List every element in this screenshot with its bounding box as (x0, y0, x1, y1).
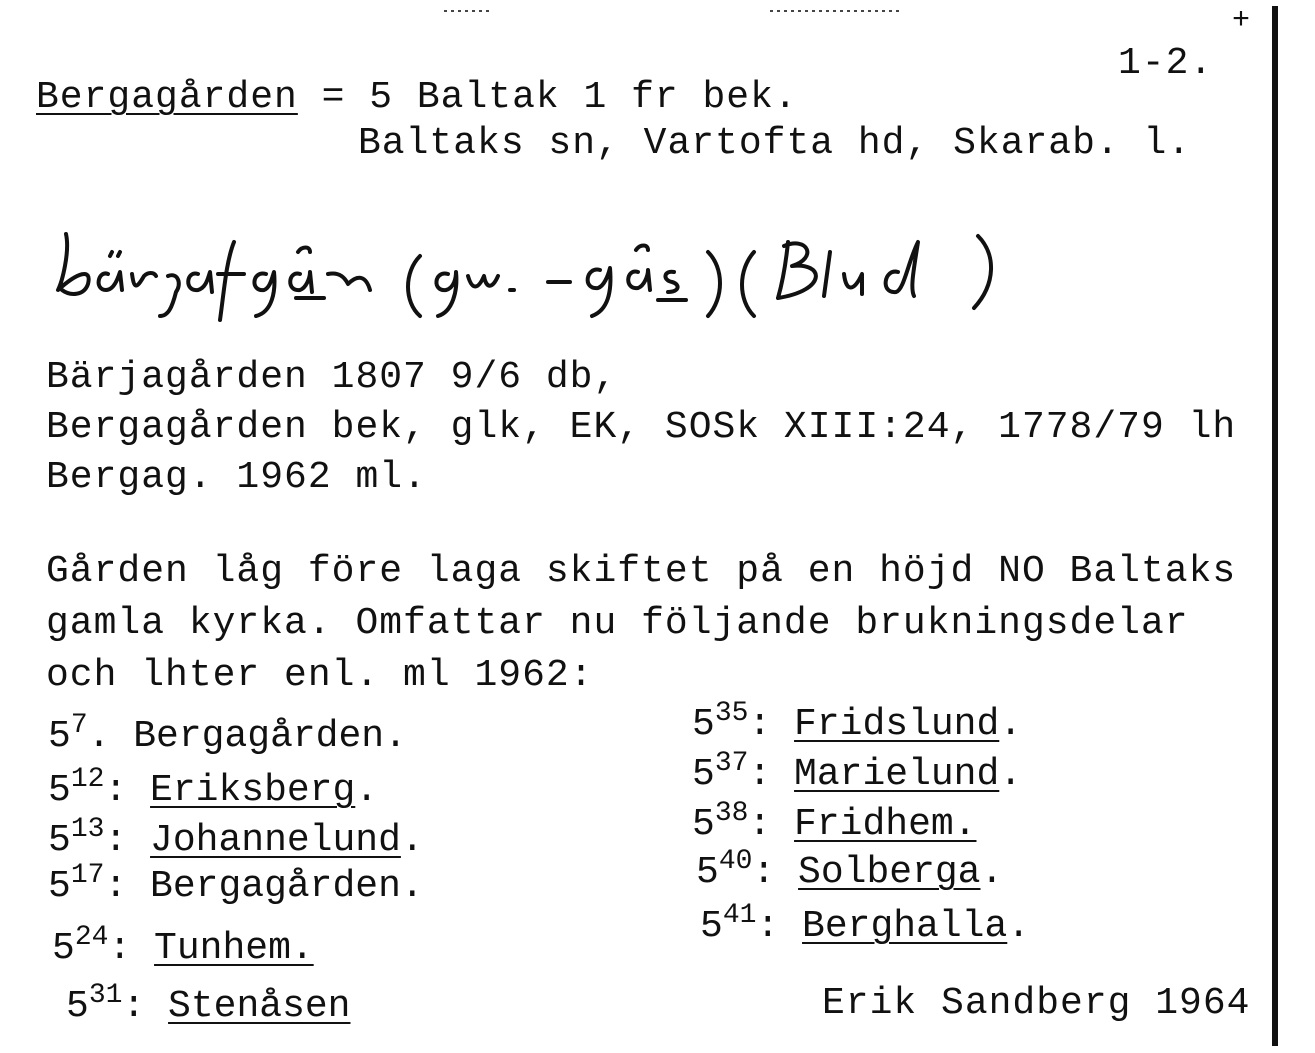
card-edge-line (1272, 6, 1278, 1046)
unit-entry: $5^{41}$: Berghalla. (700, 900, 1031, 948)
unit-entry: $5^7$. Bergagården. (48, 710, 407, 758)
unit-name: Berghalla (802, 905, 1008, 948)
unit-entry: $5^{24}$: Tunhem. (52, 922, 314, 970)
unit-name: Marielund (794, 753, 1000, 796)
handwritten-pronunciation (48, 212, 1028, 322)
unit-name: Bergagården (150, 865, 401, 908)
unit-entry: $5^{13}$: Johannelund. (48, 814, 424, 862)
scan-speckle (444, 10, 490, 12)
unit-entry: $5^{17}$: Bergagården. (48, 860, 424, 908)
description-line-1: Gården låg före laga skiftet på en höjd NO Baltaks (46, 550, 1237, 593)
scan-speckle (770, 10, 900, 12)
unit-entry: $5^{12}$: Eriksberg. (48, 764, 379, 812)
description-line-3: och lhter enl. ml 1962: (46, 654, 594, 697)
header-line-1-rest: = 5 Baltak 1 fr bek. (297, 76, 798, 119)
header-line-2: Baltaks sn, Vartofta hd, Skarab. l. (358, 122, 1192, 165)
unit-entry: $5^{38}$: Fridhem. (692, 798, 977, 846)
unit-name: Eriksberg (150, 769, 356, 812)
unit-name: Johannelund (150, 819, 401, 862)
source-line-2: Bergagården bek, glk, EK, SOSk XIII:24, 1778/79 lh (46, 406, 1237, 449)
unit-entry: $5^{40}$: Solberga. (696, 846, 1004, 894)
unit-name: Stenåsen (168, 985, 351, 1028)
description-line-2: gamla kyrka. Omfattar nu följande brukningsdelar (46, 602, 1189, 645)
source-line-3: Bergag. 1962 ml. (46, 456, 427, 499)
unit-name: Fridhem. (794, 803, 977, 846)
unit-entry: $5^{35}$: Fridslund. (692, 698, 1023, 746)
place-name: Bergagården (36, 76, 298, 119)
unit-name: Tunhem. (154, 927, 314, 970)
unit-entry: $5^{31}$: Stenåsen (66, 980, 351, 1028)
unit-name: Solberga (798, 851, 981, 894)
source-line-1: Bärjagården 1807 9/6 db, (46, 356, 618, 399)
unit-name: Fridslund (794, 703, 1000, 746)
unit-entry: $5^{37}$: Marielund. (692, 748, 1023, 796)
corner-mark: + (1232, 4, 1251, 38)
header-line-1 (36, 78, 798, 118)
card-id: 1-2. (1118, 42, 1214, 85)
unit-name: Bergagården (133, 715, 385, 758)
signature: Erik Sandberg 1964 (822, 982, 1251, 1025)
